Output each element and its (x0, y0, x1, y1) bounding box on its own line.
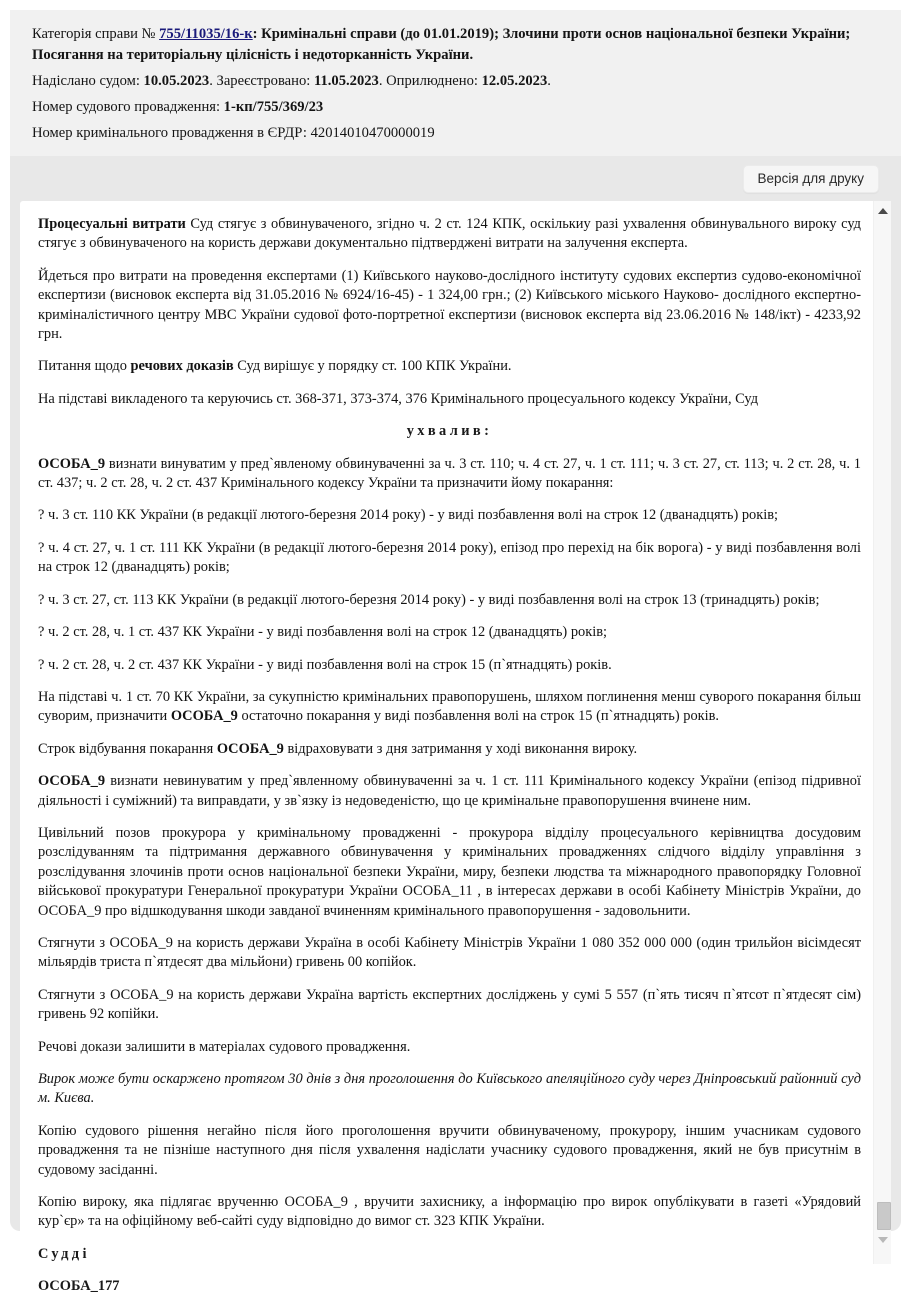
paragraph-final-sentence (38, 688, 861, 727)
judges-heading: Судді (38, 1245, 90, 1262)
defendant-label-acquittal: ОСОБА_9 (38, 773, 106, 790)
paragraph-guilty-verdict (38, 455, 861, 494)
paragraph-appeal-notice: Вирок може бути оскаржено протягом 30 днів з дня проголошення до Київського апеляційного суду через Дніпровський районний суд м. Києва. (38, 1071, 861, 1107)
paragraph-copy-delivery: Копію судового рішення негайно після його проголошення вручити обвинуваченому, прокурору, іншим учасникам судового провадження та не пізніше наступного дня після ухвалення надіслати учаснику судового провадження, який не був присутнім в судовому засіданні. (38, 1122, 861, 1178)
case-category-text: : Кримінальні справи (до 01.01.2019); Злочини проти основ національної безпеки України; Посягання на територіальну цілісність і недоторканність України. (32, 26, 851, 63)
paragraph-material-evidence (38, 357, 861, 376)
punishment-item: ? ч. 4 ст. 27, ч. 1 ст. 111 КК України (в редакції лютого-березня 2014 року), епізод про перехід на бік ворога) - у виді позбавлення волі на строк 12 (дванадцять) років; (38, 539, 861, 576)
sentence-start-text: відраховувати з дня затримання у ході виконання вироку. (283, 740, 638, 757)
print-version-button[interactable]: Версія для друку (743, 165, 879, 194)
final-sentence-text: остаточно покарання у виді позбавлення волі на строк 15 (п`ятнадцять) років. (237, 708, 720, 725)
paragraph-civil-claim: Цивільний позов прокурора у кримінальному провадженні - прокурора відділу процесуального керівництва досудовим розслідуванням та підтримання державного обвинувачення у кримінальних провадженнях слідчого відділу управління з розслідування злочинів проти основ національної безпеки України, миру, безпеки людства та міжнародного правопорядку Головної військової прокуратури Генеральної прокуратури України ОСОБА_11 , в інтересах держави в особі Кабінету Міністрів України, до ОСОБА_9 про відшкодування шкоди завданої вчиненням кримінального правопорушення - задовольнити. (38, 824, 861, 919)
guilty-verdict-text: визнати винуватим у пред`явленому обвинуваченні за ч. 3 ст. 110; ч. 4 ст. 27, ч. 1 ст. 111; ч. 3 ст. 27, ст. 113; ч. 2 ст. 28, ч. 1 ст. 437; ч. 2 ст. 28, ч. 2 ст. 437 Кримінального кодексу України та призначити йому покарання: (38, 455, 861, 492)
sentence-start-prefix: Строк відбування покарання (38, 740, 217, 757)
acquittal-text: визнати невинуватим у пред`явленному обвинуваченні за ч. 1 ст. 111 Кримінального кодексу України (епізод підривної діяльності і суміжний) та виправдати, у зв`язку із недоведеністю, що це кримінальне правопорушення вчинене ним. (38, 773, 861, 809)
defendant-label-guilty: ОСОБА_9 (38, 455, 106, 472)
paragraph-publication: Копію вироку, яка підлягає врученню ОСОБА_9 , вручити захиснику, а інформацію про вирок опублікувати в газеті «Урядовий кур`єр» та на офіційному веб-сайті суду відповідно до вимог ст. 323 КПК України. (38, 1194, 861, 1230)
document-scroll-area[interactable] (20, 201, 891, 1295)
court-proceeding-number: 1-кп/755/369/23 (223, 99, 324, 115)
published-label: . Оприлюднено: (378, 73, 482, 89)
published-suffix: . (547, 73, 551, 89)
judge-name: ОСОБА_177 (38, 1278, 120, 1295)
document-viewer (20, 201, 891, 1295)
punishment-item: ? ч. 3 ст. 110 КК України (в редакції лютого-березня 2014 року) - у виді позбавлення волі на строк 12 (дванадцять) років; (38, 507, 779, 524)
sent-by-court-label: Надіслано судом: (32, 73, 144, 89)
punishment-item: ? ч. 2 ст. 28, ч. 1 ст. 437 КК України - у виді позбавлення волі на строк 12 (дванадцять) років; (38, 624, 607, 641)
defendant-label-final: ОСОБА_9 (170, 708, 238, 725)
paragraph-damages-award: Стягнути з ОСОБА_9 на користь держави Україна в особі Кабінету Міністрів України 1 080 352 000 000 (один трильйон вісімдесят мільярдів триста п`ятдесят два мільйони) гривень 00 копійок. (38, 934, 861, 971)
paragraph-procedural-costs (38, 215, 861, 254)
document-toolbar (10, 157, 901, 201)
material-evidence-term: речових доказів (130, 358, 234, 375)
triangle-down-icon (878, 1237, 888, 1243)
sent-by-court-date: 10.05.2023 (143, 73, 210, 89)
material-evidence-prefix: Питання щодо (38, 358, 131, 375)
paragraph-acquittal (38, 772, 861, 811)
published-date: 12.05.2023 (481, 73, 548, 89)
court-proceeding-label: Номер судового провадження: (32, 99, 224, 115)
erdr-proceeding-label: Номер кримінального провадження в ЄРДР: (32, 125, 311, 141)
paragraph-expert-fees-award: Стягнути з ОСОБА_9 на користь держави Україна вартість експертних досліджень у сумі 5 557 (п`ять тисяч п`ятсот п`ятдесят сім) гривень 92 копійки. (38, 986, 861, 1023)
ruling-heading: ухвалив: (406, 423, 493, 440)
registered-label: . Зареєстровано: (209, 73, 314, 89)
scroll-down-arrow-icon[interactable] (874, 1232, 891, 1248)
court-decision-card (10, 10, 901, 1295)
punishment-item: ? ч. 2 ст. 28, ч. 2 ст. 437 КК України - у виді позбавлення волі на строк 15 (п`ятнадцять) років. (38, 656, 612, 673)
final-sentence-prefix: На підставі ч. 1 ст. 70 КК України, за сукупністю кримінальних правопорушень, шляхом поглинення менш суворого покарання більш суворим, призначити (38, 688, 861, 725)
document-vertical-scrollbar[interactable] (873, 201, 891, 1264)
paragraph-evidence-retention: Речові докази залишити в матеріалах судового провадження. (38, 1038, 411, 1055)
erdr-proceeding-number: 42014010470000019 (310, 125, 435, 141)
punishment-item: ? ч. 3 ст. 27, ст. 113 КК України (в редакції лютого-березня 2014 року) - у виді позбавлення волі на строк 13 (тринадцять) років; (38, 591, 820, 608)
paragraph-legal-basis: На підставі викладеного та керуючись ст. 368-371, 373-374, 376 Кримінального процесуального кодексу України, Суд (38, 390, 759, 407)
case-category-label: Категорія справи № (32, 26, 160, 42)
court-proceeding-line (32, 97, 879, 118)
triangle-up-icon (878, 208, 888, 214)
material-evidence-text: Суд вирішує у порядку ст. 100 КПК України. (233, 358, 512, 375)
case-dates-line (32, 71, 879, 92)
paragraph-sentence-start (38, 740, 861, 759)
case-number-link[interactable]: 755/11035/16-к (159, 26, 253, 42)
scrollbar-thumb[interactable] (877, 1202, 891, 1230)
erdr-proceeding-line (32, 123, 879, 144)
defendant-label-term: ОСОБА_9 (216, 740, 284, 757)
scroll-up-arrow-icon[interactable] (874, 203, 891, 219)
paragraph-expert-costs: Йдеться про витрати на проведення експертами (1) Київського науково-дослідного інституту судових експертиз судово-економічної експертизи (висновок експерта від 31.05.2016 № 6924/16-45) - 1 324,00 грн.; (2) Київського міського Науково- дослідного експертно-криміналістичного центру МВС України судової фото-портретної експертизи (висновок експерта від 23.06.2016 № 148/ікт) - 4233,92 грн. (38, 267, 861, 343)
procedural-costs-text: Суд стягує з обвинуваченого, згідно ч. 2 ст. 124 КПК, оскількиу разі ухвалення обвинувального вироку суд стягує з обвинуваченого на користь держави документально підтверджені витрати на залучення експерта. (38, 216, 861, 252)
registered-date: 11.05.2023 (313, 73, 379, 89)
case-metadata-header (10, 10, 901, 157)
procedural-costs-term: Процесуальні витрати (38, 216, 186, 232)
case-category-line (32, 24, 879, 66)
